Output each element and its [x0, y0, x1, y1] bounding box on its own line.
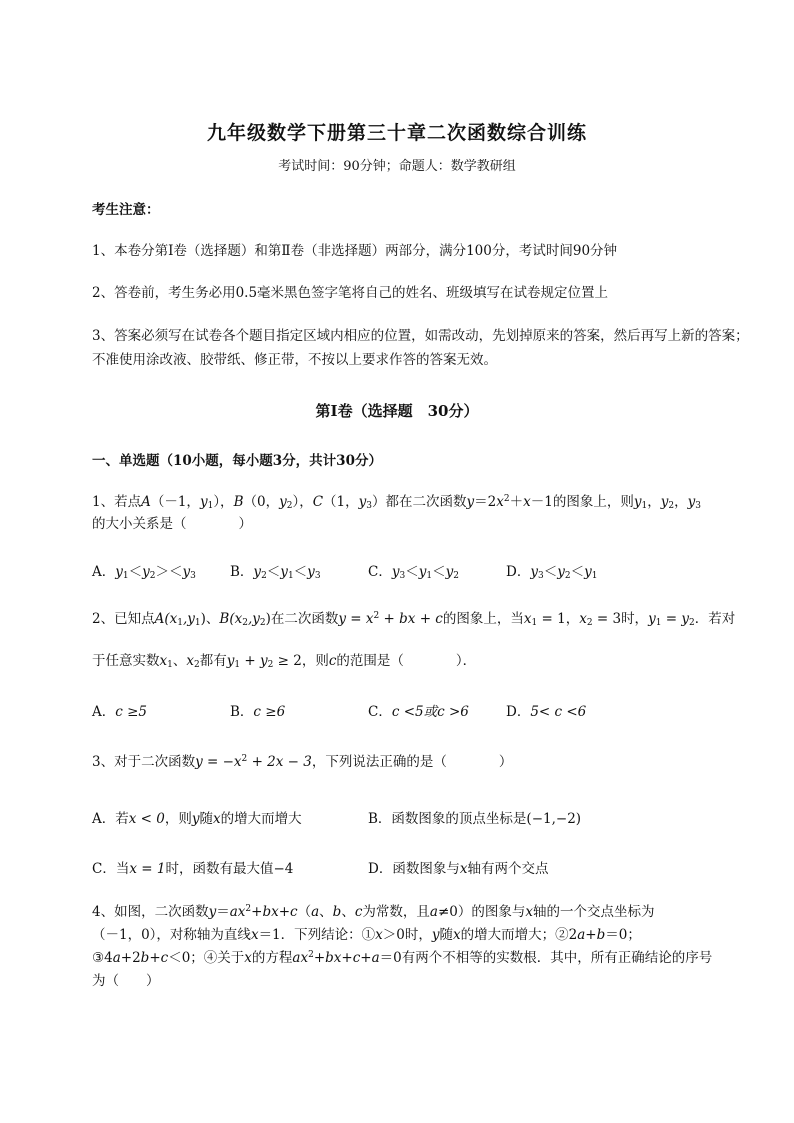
question-2: 2、已知点$A(x_1,y_1)$、$B(x_2,y_2)$在二次函数$y = x^2$ + bx + c的图象上，当$x_1 = 1$，$x_2 = 3$时，$y_1 = y_2$．若对 [92, 611, 736, 628]
notice-item: 2、答卷前，考生务必用0.5毫米黑色签字笔将自己的姓名、班级填写在试卷规定位置上 [92, 285, 609, 301]
section-heading: 一、单选题（10小题，每小题3分，共计30分） [92, 453, 382, 469]
option-a[interactable]: A．$y_1<y_2><y_3$ [92, 564, 196, 581]
question-3-options-row-1 [92, 808, 752, 830]
option-c[interactable]: C．当x = 1时，函数有最大值−4 [92, 861, 294, 877]
question-1: 1、若点A（－1，$y_1$），B（0，$y_2$），C（1，$y_3$）都在二次函数$y=2x^2+x-1$的图象上，则$y_1$，$y_2$，$y_3$ 的大小关系是（ ） [92, 494, 701, 532]
option-d[interactable]: D．5< c <6 [506, 704, 587, 720]
page-title: 九年级数学下册第三十章二次函数综合训练 [206, 122, 587, 144]
option-c[interactable]: C．c <5或c >6 [368, 704, 469, 720]
question-2-options [92, 701, 752, 723]
part-title: 第I卷（选择题 30分） [315, 402, 479, 420]
option-d[interactable]: D．函数图象与x轴有两个交点 [368, 861, 549, 877]
option-c[interactable]: C．$y_3<y_1<y_2$ [368, 564, 459, 581]
question-2-line-2: 于任意实数$x_1$、$x_2$都有$y_1 + y_2 \ge 2$，则c的范围是（ ）． [92, 653, 477, 670]
notice-item: 1、本卷分第I卷（选择题）和第Ⅱ卷（非选择题）两部分，满分100分，考试时间90分钟 [92, 243, 618, 259]
option-a[interactable]: A．c ≥5 [92, 704, 148, 720]
option-d[interactable]: D．$y_3<y_2<y_1$ [506, 564, 598, 581]
option-b[interactable]: B．c ≥6 [230, 704, 286, 720]
question-1-options [92, 561, 752, 583]
question-3: 3、对于二次函数$y = -x^2 + 2x - 3$，下列说法正确的是（ ） [92, 754, 513, 770]
notice-heading: 考生注意： [92, 202, 160, 218]
option-b[interactable]: B．$y_2<y_1<y_3$ [230, 564, 321, 581]
question-4: 4、如图，二次函数$y=ax^2+bx+c(a$、b、c为常数，且a≠0）的图象与x轴的一个交点坐标为 （－1，0），对称轴为直线x＝1．下列结论：①x＞0时，y随x的增大而增大；②2a+b＝0； ③4a+2b+c＜0；④关于x的方程$ax^2+bx+c+a=0$有两个不相等的实数根．其中，所有正确结论的序号 为（ ） [92, 904, 713, 989]
notice-item: 3、答案必须写在试卷各个题目指定区域内相应的位置，如需改动，先划掉原来的答案，然后再写上新的答案；不准使用涂改液、胶带纸、修正带，不按以上要求作答的答案无效。 [92, 328, 749, 368]
option-a[interactable]: A．若x < 0，则y随x的增大而增大 [92, 811, 302, 827]
question-3-options-row-2 [92, 858, 752, 880]
exam-info: 考试时间：90分钟；命题人：数学教研组 [278, 159, 516, 174]
option-b[interactable]: B．函数图象的顶点坐标是(−1,−2) [368, 811, 582, 827]
